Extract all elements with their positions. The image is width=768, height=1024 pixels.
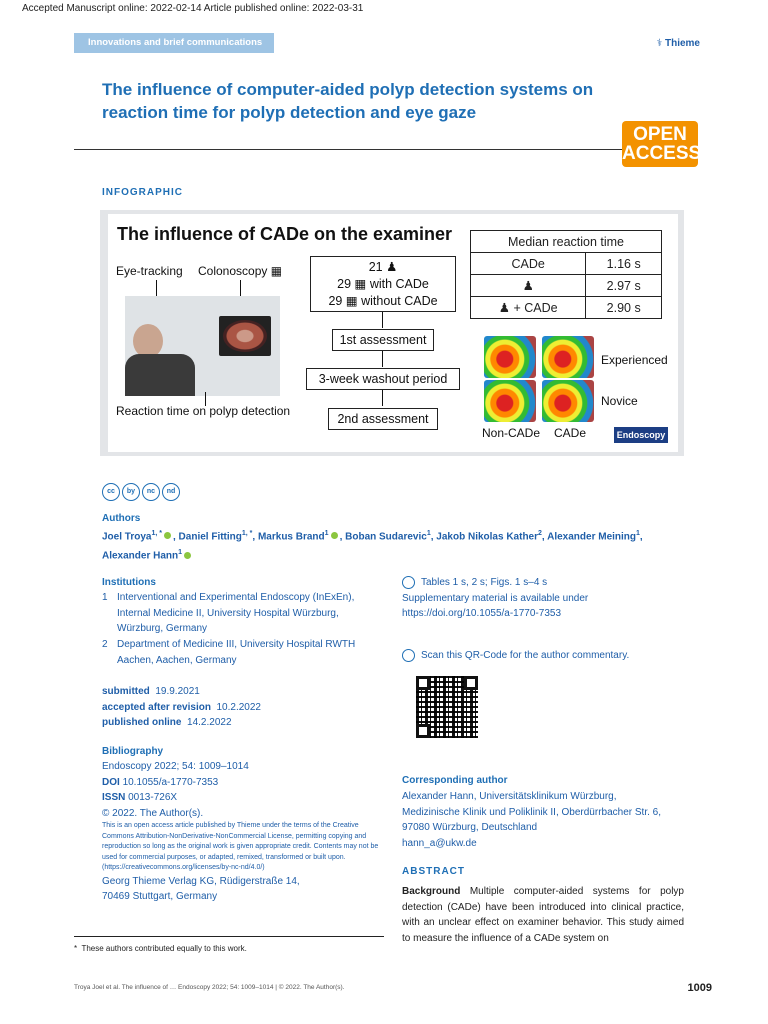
author-list: Joel Troya$^{1, *}$ , Daniel Fitting$^{1, *}$, Markus Brand$^1$ , Boban Sudarevic$^1$, Jakob Nikolas Kather$^2$, Alexander Meining$^1$, Alexander Hann$^1$ [102, 530, 643, 562]
author: Alexander Meining [547, 531, 637, 543]
author: Markus Brand [257, 531, 325, 543]
title-rule [74, 149, 622, 150]
heatmap-novice-noncade [484, 380, 536, 422]
author: Joel Troya [102, 531, 152, 543]
flow-arrow [382, 390, 383, 406]
step-3-box: 2nd assessment [328, 408, 438, 430]
institution-1: Interventional and Experimental Endoscopy (InExEn), Internal Medicine II, University Hospital Würzburg, Würzburg, Germany [117, 592, 355, 634]
step-1-box: 1st assessment [332, 329, 434, 351]
institution-2: Department of Medicine III, University Hospital RWTH Aachen, Aachen, Germany [117, 639, 356, 666]
globe-icon [402, 576, 415, 589]
thieme-icon: ⚕ [656, 38, 663, 49]
reaction-time-table [470, 230, 662, 319]
step-2-box: 3-week washout period [306, 368, 460, 390]
author: Boban Sudarevic [345, 531, 427, 543]
flow-arrow [382, 351, 383, 367]
table-row: ♟ 2.97 s [471, 275, 662, 297]
copyright: © 2022. The Author(s). [102, 807, 204, 819]
oa-line2: ACCESS [622, 143, 702, 164]
qr-caption: Scan this QR-Code for the author commentary. [402, 648, 684, 664]
date-row: published online 14.2.2022 [102, 717, 232, 728]
publisher-name: Thieme [664, 38, 700, 49]
person-icon: ♟ [498, 301, 510, 315]
experienced-label: Experienced [601, 353, 668, 367]
cc-icon: cc [102, 483, 120, 501]
infographic-label: INFOGRAPHIC [102, 187, 183, 198]
film-icon: ▦ [345, 294, 358, 308]
publisher-address: Georg Thieme Verlag KG, Rüdigerstraße 14, [102, 875, 300, 887]
orcid-icon [164, 532, 171, 539]
author: Alexander Hann [102, 550, 179, 562]
heatmap-novice-cade [542, 380, 594, 422]
table-row: CADe 1.16 s [471, 253, 662, 275]
citation-footer: Troya Joel et al. The influence of … Endoscopy 2022; 54: 1009–1014 | © 2022. The Author(s). [74, 984, 345, 991]
non-cade-label: Non-CADe [482, 426, 541, 440]
corresponding-author: Alexander Hann, Universitätsklinikum Würzburg, Medizinische Klinik und Poliklinik II, Oberdürrbacher Str. 6, 97080 Würzburg, Deutschland hann_a@ukw.de [402, 789, 692, 851]
section-tag: Innovations and brief communications [74, 33, 274, 53]
open-access-badge [622, 121, 702, 167]
abstract-heading: ABSTRACT [402, 866, 465, 877]
author: Daniel Fitting [178, 531, 242, 543]
authors-heading: Authors [102, 513, 141, 524]
institutions-heading: Institutions [102, 577, 156, 588]
novice-label: Novice [601, 394, 638, 408]
institution-2-num: 2 [102, 639, 108, 650]
examiner-photo [125, 296, 280, 396]
abstract-text: Background Multiple computer-aided systems for polyp detection (CADe) have been introduced into clinical practice, with an unclear effect on examiner behavior. This study aimed to measure the influence of a CADe system on [402, 886, 684, 944]
publisher-address: 70469 Stuttgart, Germany [102, 891, 218, 902]
publisher-logo [657, 38, 700, 49]
person-icon: ♟ [522, 279, 534, 293]
flow-arrow [382, 312, 383, 328]
footnote-rule [74, 936, 384, 937]
author: Jakob Nikolas Kather [436, 531, 539, 543]
table-row: ♟ + CADe 2.90 s [471, 297, 662, 319]
article-title: The influence of computer-aided polyp detection systems on reaction time for polyp detection and eye gaze [102, 80, 594, 122]
orcid-icon [184, 552, 191, 559]
email-link: hann_a@ukw.de [402, 837, 477, 849]
qr-code[interactable] [416, 676, 478, 738]
institution-1-num: 1 [102, 592, 108, 603]
globe-icon [402, 649, 415, 662]
publication-dates: Accepted Manuscript online: 2022-02-14 Article published online: 2022-03-31 [22, 3, 364, 14]
license-text: This is an open access article published by Thieme under the terms of the Creative Commons Attribution-NonDerivative-NonCommercial License, permitting copying and reproduction so long as the original work is given appropriate credit. Contents may not be used for commercial purposes, or adapted, remixed, transformed or built upon. (https://creativecommons.org/licenses/by-nc-nd/4.0/) [102, 822, 379, 871]
bibliography-heading: Bibliography [102, 746, 164, 757]
doi-link: 10.1055/a-1770-7353 [122, 776, 219, 788]
infographic-heading: The influence of CADe on the examiner [117, 224, 453, 244]
film-icon: ▦ [270, 264, 283, 278]
person-icon: ♟ [386, 260, 398, 274]
oa-line1: OPEN [633, 124, 687, 145]
table-header: Median reaction time [471, 231, 662, 253]
dates [102, 684, 261, 731]
monitor-graphic [219, 316, 271, 356]
bibliography: Endoscopy 2022; 54: 1009–1014 DOI 10.1055/a-1770-7353 ISSN 0013-726X © 2022. The Author(s). This is an open access article published by Thieme under the terms of the Creative Commons Attribution-NonDerivative-NonCommercial License, permitting copying and reproduction so long as the original work is given appropriate credit. Contents may not be used for commercial purposes, or adapted, remixed, transformed or built upon. (https://creativecommons.org/licenses/by-nc-nd/4.0/) Georg Thieme Verlag KG, Rüdigerstraße 14, 70469 Stuttgart, Germany [102, 759, 382, 905]
eye-tracking-label: Eye-tracking [116, 264, 183, 278]
film-icon: ▦ [354, 277, 367, 291]
bibliography-journal: Endoscopy 2022; 54: 1009–1014 [102, 761, 249, 772]
date-row: submitted 19.9.2021 [102, 686, 200, 697]
cc-license-icons[interactable] [102, 480, 182, 498]
cade-label: CADe [554, 426, 587, 440]
body-graphic [125, 354, 195, 396]
footnote: * These authors contributed equally to this work. [74, 944, 247, 953]
supplementary[interactable]: Tables 1 s, 2 s; Figs. 1 s–4 s Supplementary material is available under https://doi.org/10.1055/a-1770-7353 [402, 575, 684, 622]
journal-badge: Endoscopy [614, 427, 668, 443]
nd-icon: nd [162, 483, 180, 501]
colonoscopy-label: Colonoscopy ▦ [198, 264, 283, 278]
nc-icon: nc [142, 483, 160, 501]
date-row: accepted after revision 10.2.2022 [102, 701, 261, 713]
sample-box: 21 ♟ 29 ▦ with CADe 29 ▦ without CADe [310, 256, 456, 312]
orcid-icon [331, 532, 338, 539]
page-number: 1009 [687, 982, 712, 994]
head-graphic [133, 324, 163, 358]
supplementary-link: https://doi.org/10.1055/a-1770-7353 [402, 608, 562, 619]
heatmap-experienced-cade [542, 336, 594, 378]
heatmap-experienced-noncade [484, 336, 536, 378]
by-icon: by [122, 483, 140, 501]
corresponding-heading: Corresponding author [402, 775, 508, 786]
reaction-caption: Reaction time on polyp detection [116, 404, 291, 418]
